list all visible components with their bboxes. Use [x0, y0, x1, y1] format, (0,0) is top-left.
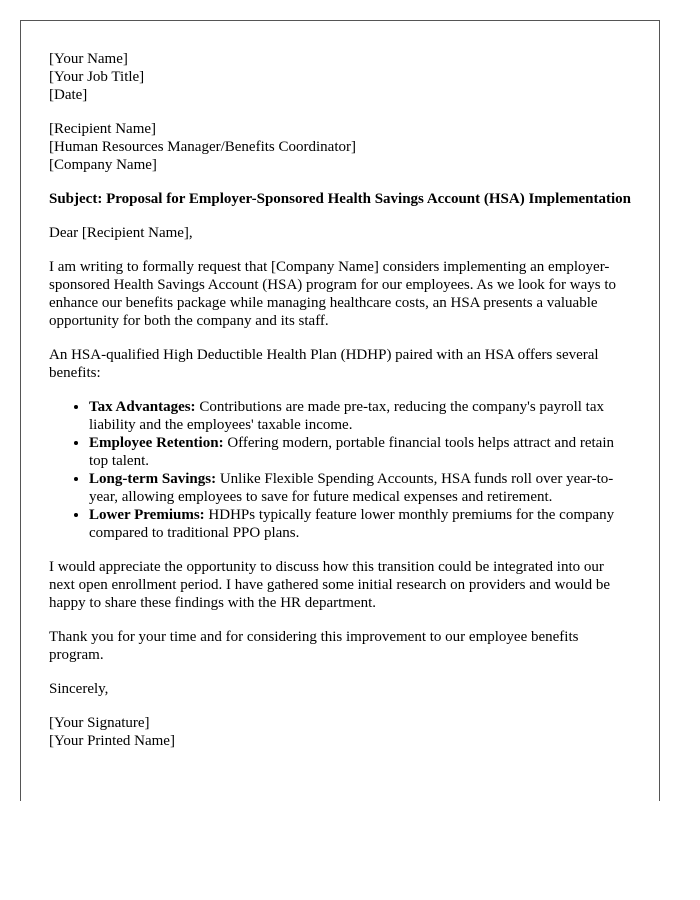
- benefit-item: [89, 470, 633, 506]
- sender-job-title: [Your Job Title]: [49, 69, 145, 85]
- subject-line: Subject: Proposal for Employer-Sponsored Health Savings Account (HSA) Implementation: [49, 191, 631, 207]
- recipient-title: [Human Resources Manager/Benefits Coordinator]: [49, 139, 356, 155]
- recipient-company: [Company Name]: [49, 157, 157, 173]
- sign-off: Sincerely,: [49, 681, 109, 697]
- benefit-title: Lower Premiums:: [89, 507, 205, 523]
- salutation: Dear [Recipient Name],: [49, 225, 193, 241]
- letter-page: [20, 20, 660, 801]
- letter-content: [49, 50, 633, 766]
- letter-date: [Date]: [49, 87, 88, 103]
- thank-you-paragraph: Thank you for your time and for considering this improvement to our employee benefits program.: [49, 629, 579, 663]
- recipient-block: [49, 120, 633, 174]
- benefit-text: HDHPs typically feature lower monthly premiums for the company compared to traditional PPO plans.: [89, 507, 615, 541]
- benefit-title: Employee Retention:: [89, 435, 224, 451]
- benefit-item: [89, 506, 633, 542]
- recipient-name: [Recipient Name]: [49, 121, 157, 137]
- discussion-paragraph: I would appreciate the opportunity to discuss how this transition could be integrated into our next open enrollment period. I have gathered some initial research on providers and would be happy to share these findings with the HR department.: [49, 559, 611, 611]
- benefits-intro-paragraph: An HSA-qualified High Deductible Health Plan (HDHP) paired with an HSA offers several benefits:: [49, 347, 599, 381]
- signature-placeholder: [Your Signature]: [49, 715, 150, 731]
- benefit-item: [89, 398, 633, 434]
- benefit-title: Tax Advantages:: [89, 399, 196, 415]
- intro-paragraph: I am writing to formally request that [Company Name] considers implementing an employer-sponsored Health Savings Account (HSA) program for our employees. As we look for ways to enhance our benefits package while managing healthcare costs, an HSA presents a valuable opportunity for both the company and its staff.: [49, 259, 616, 329]
- benefits-list: [49, 398, 633, 542]
- benefit-title: Long-term Savings:: [89, 471, 217, 487]
- benefit-item: [89, 434, 633, 470]
- benefit-text: Offering modern, portable financial tools helps attract and retain top talent.: [89, 435, 614, 469]
- benefit-text: Contributions are made pre-tax, reducing the company's payroll tax liability and the employees' taxable income.: [89, 399, 604, 433]
- sender-name: [Your Name]: [49, 51, 128, 67]
- printed-name: [Your Printed Name]: [49, 733, 175, 749]
- signature-block: [49, 714, 633, 750]
- sender-block: [49, 50, 633, 104]
- benefit-text: Unlike Flexible Spending Accounts, HSA funds roll over year-to-year, allowing employees to save for future medical expenses and retirement.: [89, 471, 614, 505]
